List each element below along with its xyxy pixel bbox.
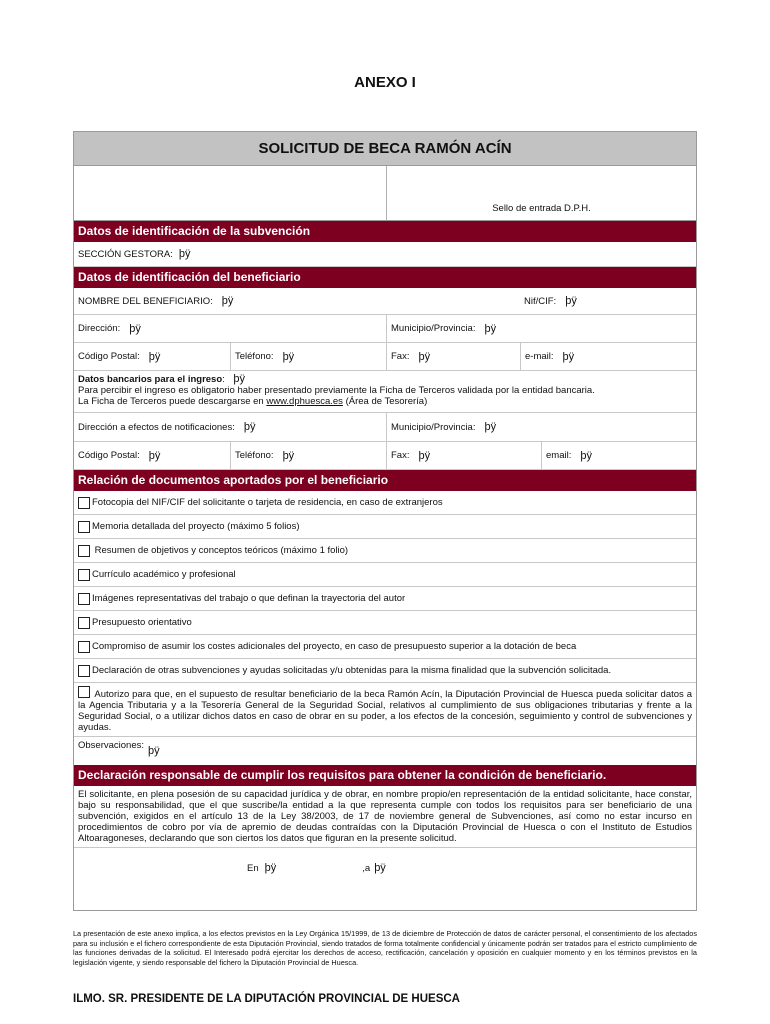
municipio-notif-field[interactable]: þÿ <box>484 421 497 433</box>
municipio-field[interactable]: þÿ <box>484 322 497 335</box>
row-contacto <box>74 343 696 371</box>
dphuesca-link[interactable]: www.dphuesca.es <box>266 396 343 407</box>
municipio-notif-label: Municipio/Provincia: <box>391 421 476 433</box>
fax-label: Fax: <box>391 351 410 362</box>
bank-line-1: Para percibir el ingreso es obligatorio haber presentado previamente la Ficha de Terceros validada por la entidad bancaria. <box>78 385 595 396</box>
document-label: Fotocopia del NIF/CIF del solicitante o tarjeta de residencia, en caso de extranjeros <box>92 497 443 508</box>
telefono-field[interactable]: þÿ <box>282 350 295 363</box>
document-label: Compromiso de asumir los costes adicionales del proyecto, en caso de presupuesto superior a la dotación de beca <box>92 641 577 652</box>
document-label: Memoria detallada del proyecto (máximo 5 folios) <box>92 521 300 532</box>
observaciones-label: Observaciones: <box>78 740 145 751</box>
form-title: SOLICITUD DE BECA RAMÓN ACÍN <box>74 132 696 166</box>
section-beneficiario: Datos de identificación del beneficiario <box>74 267 696 288</box>
section-documentos: Relación de documentos aportados por el beneficiario <box>74 470 696 491</box>
document-checkbox[interactable] <box>78 569 90 581</box>
document-label: Currículo académico y profesional <box>92 569 236 580</box>
dir-notif-label: Dirección a efectos de notificaciones: <box>78 421 235 433</box>
stamp-left-box <box>74 166 387 220</box>
email-notif-label: email: <box>546 450 572 461</box>
telefono-notif-field[interactable]: þÿ <box>282 449 295 462</box>
seccion-gestora-field[interactable]: þÿ <box>178 248 191 260</box>
telefono-label: Teléfono: <box>235 351 274 362</box>
document-item <box>74 611 696 635</box>
document-checkbox[interactable] <box>78 593 90 605</box>
email-field[interactable]: þÿ <box>562 350 575 363</box>
a-label: ,a <box>362 862 371 874</box>
fax-field[interactable]: þÿ <box>418 350 431 363</box>
nombre-label: NOMBRE DEL BENEFICIARIO: <box>78 295 213 307</box>
row-notificaciones <box>74 413 696 442</box>
bank-field[interactable]: þÿ <box>233 373 246 385</box>
document-checkbox[interactable] <box>78 545 90 557</box>
authorization-text: Autorizo para que, en el supuesto de resultar beneficiario de la beca Ramón Acín, la Diputación Provincial de Huesca pueda solicitar datos a la Agencia Tributaria y a la Tesorería General de la Seguridad Social, relativos al cumplimiento de sus obligaciones tributarias y frente a la Seguridad Social, o a utilizar dichos datos en caso de obrar en su poder, a los efectos de la concesión, seguimiento y control de subvenciones y ayudas. <box>78 689 692 733</box>
document-item <box>74 659 696 683</box>
cp-field[interactable]: þÿ <box>148 350 161 363</box>
municipio-label: Municipio/Provincia: <box>391 323 476 334</box>
document-label: Resumen de objetivos y conceptos teóricos (máximo 1 folio) <box>92 545 349 556</box>
nif-field[interactable]: þÿ <box>565 295 577 307</box>
email-notif-field[interactable]: þÿ <box>580 449 592 462</box>
documents-list <box>74 491 696 683</box>
document-label: Declaración de otras subvenciones y ayudas solicitadas y/u obtenidas para la misma finalidad que la subvención solicitada. <box>92 665 612 676</box>
document-item <box>74 563 696 587</box>
bank-line-2-tail: (Área de Tesorería) <box>342 396 428 407</box>
document-item <box>74 635 696 659</box>
bank-title: Datos bancarios para el ingreso <box>78 374 223 385</box>
annex-title: ANEXO I <box>354 74 416 91</box>
en-label: En <box>247 862 259 874</box>
direccion-label: Dirección: <box>78 323 121 334</box>
application-form <box>73 131 697 911</box>
section-declaracion: Declaración responsable de cumplir los requisitos para obtener la condición de beneficiario. <box>74 765 696 786</box>
bank-line-2: La Ficha de Terceros puede descargarse en <box>78 396 267 407</box>
authorization-checkbox[interactable] <box>78 686 90 698</box>
nombre-field[interactable]: þÿ <box>221 295 234 307</box>
document-checkbox[interactable] <box>78 641 90 653</box>
cp-notif-label: Código Postal: <box>78 450 140 461</box>
row-seccion-gestora <box>74 242 696 267</box>
document-item <box>74 515 696 539</box>
seccion-gestora-label: SECCIÓN GESTORA: <box>78 248 173 260</box>
document-item <box>74 491 696 515</box>
direccion-field[interactable]: þÿ <box>129 322 141 335</box>
addressee: ILMO. SR. PRESIDENTE DE LA DIPUTACIÓN PROVINCIAL DE HUESCA <box>73 993 460 1005</box>
cp-notif-field[interactable]: þÿ <box>148 449 161 462</box>
cp-label: Código Postal: <box>78 351 140 362</box>
row-direccion <box>74 315 696 343</box>
dir-notif-field[interactable]: þÿ <box>243 421 256 433</box>
row-nombre <box>74 288 696 315</box>
observaciones-row <box>74 737 696 765</box>
fax-notif-label: Fax: <box>391 450 410 461</box>
fax-notif-field[interactable]: þÿ <box>418 449 431 462</box>
nif-label: Nif/CIF: <box>524 295 557 307</box>
row-contacto-notif <box>74 442 696 470</box>
document-checkbox[interactable] <box>78 521 90 533</box>
declaration-text: El solicitante, en plena posesión de su capacidad jurídica y de obrar, en nombre propio/en representación de la entidad solicitante, hace constar, bajo su responsabilidad, que el que suscribe/la entidad a la que representa cumple con todos los requisitos para ser beneficiario de una subvención, exigidos en el artículo 13 de la Ley 38/2003, de 17 de noviembre general de Subvenciones, así como no estar incurso en procedimientos de cobro por vía de apremio de deudas contraídas con la Diputación Provincial de Huesca o con el Instituto de Estudios Altoaragoneses, declarando que son ciertos los datos que figuran en la presente solicitud. <box>74 786 696 848</box>
stamp-area <box>74 166 696 221</box>
document-checkbox[interactable] <box>78 665 90 677</box>
section-subvencion: Datos de identificación de la subvención <box>74 221 696 242</box>
bank-data-block: Datos bancarios para el ingreso: þÿ Para percibir el ingreso es obligatorio haber presentado previamente la Ficha de Terceros validada por la entidad bancaria. La Ficha de Terceros puede descargarse en www.dphuesca.es (Área de Tesorería) <box>74 371 696 413</box>
authorization-block <box>74 683 696 737</box>
document-item <box>74 539 696 563</box>
observaciones-field[interactable]: þÿ <box>148 745 160 757</box>
document-checkbox[interactable] <box>78 617 90 629</box>
fecha-field[interactable]: þÿ <box>374 862 386 874</box>
telefono-notif-label: Teléfono: <box>235 450 274 461</box>
document-label: Imágenes representativas del trabajo o que definan la trayectoria del autor <box>92 593 406 604</box>
data-protection-note: La presentación de este anexo implica, a los efectos previstos en la Ley Orgánica 15/1999, de 13 de diciembre de Protección de datos de carácter personal, el consentimiento de los afectados para su inclusión e el fichero correspondiente de esta Diputación Provincial, siendo tratados de forma totalmente confidencial y únicamente podrán ser tratados para el estricto cumplimiento de las funciones derivadas de la solicitud. El Interesado podrá ejercitar los derechos de acceso, rectificación, cancelación y oposición en cualquier momento y en los términos previstos en la legislación vigente, y siendo responsable del fichero la Diputación Provincial de Huesca. <box>73 929 697 967</box>
stamp-right-box <box>387 166 696 220</box>
lugar-field[interactable]: þÿ <box>264 862 277 874</box>
document-item <box>74 587 696 611</box>
email-label: e-mail: <box>525 351 554 362</box>
document-label: Presupuesto orientativo <box>92 617 192 628</box>
signature-place-date <box>74 848 696 910</box>
stamp-label: Sello de entrada D.P.H. <box>492 203 591 214</box>
document-checkbox[interactable] <box>78 497 90 509</box>
